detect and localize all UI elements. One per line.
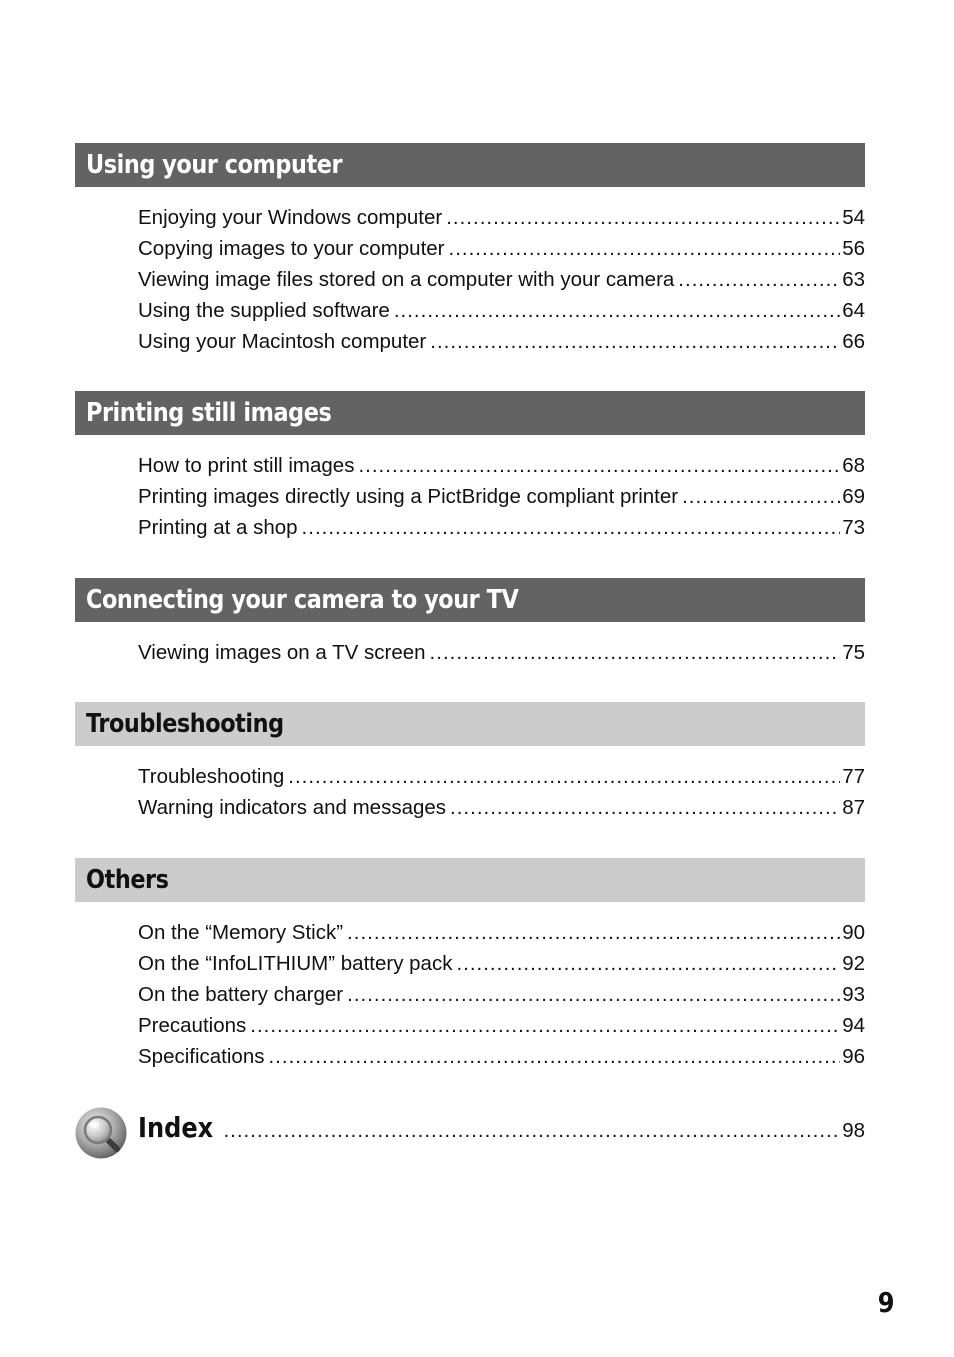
entry-label: How to print still images xyxy=(138,454,355,477)
entry-label: Precautions xyxy=(138,1014,247,1037)
leader-dots xyxy=(682,481,840,512)
leader-dots xyxy=(456,948,840,979)
toc-entry[interactable] xyxy=(138,637,865,668)
entry-page: 68 xyxy=(842,454,865,477)
toc-entries xyxy=(138,202,865,357)
leader-dots xyxy=(394,295,840,326)
entry-page: 96 xyxy=(842,1045,865,1068)
section-header: Troubleshooting xyxy=(75,702,865,746)
entry-page: 66 xyxy=(842,330,865,353)
section-header: Connecting your camera to your TV xyxy=(75,578,865,622)
toc-entry[interactable] xyxy=(138,202,865,233)
section-connecting-camera-to-tv xyxy=(75,578,865,668)
entry-page: 92 xyxy=(842,952,865,975)
entry-label: Specifications xyxy=(138,1045,265,1068)
entry-label: Printing at a shop xyxy=(138,516,298,539)
leader-dots xyxy=(450,792,840,823)
entry-page: 56 xyxy=(842,237,865,260)
entry-label: On the “Memory Stick” xyxy=(138,921,344,944)
toc-entry[interactable] xyxy=(138,326,865,357)
toc-entries xyxy=(138,450,865,543)
toc-entry[interactable] xyxy=(138,917,865,948)
entry-page: 75 xyxy=(842,641,865,664)
toc-entry[interactable] xyxy=(138,761,865,792)
magnifier-icon xyxy=(75,1107,127,1159)
index-page: 98 xyxy=(842,1119,865,1142)
section-troubleshooting xyxy=(75,702,865,823)
entry-page: 73 xyxy=(842,516,865,539)
toc-entries xyxy=(138,637,865,668)
section-others xyxy=(75,858,865,1072)
toc-entry[interactable] xyxy=(138,450,865,481)
entry-label: Using your Macintosh computer xyxy=(138,330,427,353)
index-label: Index xyxy=(138,1111,214,1144)
leader-dots xyxy=(223,1119,840,1143)
leader-dots xyxy=(430,326,840,357)
toc-entry[interactable] xyxy=(138,1041,865,1072)
leader-dots xyxy=(347,979,840,1010)
toc-entry[interactable] xyxy=(138,979,865,1010)
entry-page: 64 xyxy=(842,299,865,322)
toc-entry[interactable] xyxy=(138,948,865,979)
section-header: Printing still images xyxy=(75,391,865,435)
entry-page: 94 xyxy=(842,1014,865,1037)
index-entry[interactable] xyxy=(75,1105,865,1161)
entry-label: Using the supplied software xyxy=(138,299,390,322)
entry-label: Enjoying your Windows computer xyxy=(138,206,443,229)
entry-label: On the “InfoLITHIUM” battery pack xyxy=(138,952,453,975)
section-using-your-computer xyxy=(75,143,865,357)
leader-dots xyxy=(268,1041,840,1072)
leader-dots xyxy=(446,202,840,233)
section-printing-still-images xyxy=(75,391,865,543)
entry-label: On the battery charger xyxy=(138,983,344,1006)
toc-entry[interactable] xyxy=(138,295,865,326)
entry-label: Viewing image files stored on a computer with your camera xyxy=(138,268,675,291)
leader-dots xyxy=(430,637,841,668)
entry-label: Printing images directly using a PictBridge compliant printer xyxy=(138,485,679,508)
toc-entry[interactable] xyxy=(138,481,865,512)
leader-dots xyxy=(250,1010,840,1041)
leader-dots xyxy=(302,512,841,543)
entry-page: 54 xyxy=(842,206,865,229)
leader-dots xyxy=(358,450,840,481)
toc-entry[interactable] xyxy=(138,792,865,823)
entry-page: 69 xyxy=(842,485,865,508)
entry-page: 90 xyxy=(842,921,865,944)
entry-label: Troubleshooting xyxy=(138,765,285,788)
entry-page: 63 xyxy=(842,268,865,291)
toc-entry[interactable] xyxy=(138,1010,865,1041)
toc-entry[interactable] xyxy=(138,233,865,264)
entry-label: Warning indicators and messages xyxy=(138,796,447,819)
entry-label: Copying images to your computer xyxy=(138,237,445,260)
toc-entry[interactable] xyxy=(138,512,865,543)
toc-entries xyxy=(138,917,865,1072)
entry-page: 93 xyxy=(842,983,865,1006)
leader-dots xyxy=(449,233,841,264)
leader-dots xyxy=(678,264,840,295)
section-header: Using your computer xyxy=(75,143,865,187)
section-header: Others xyxy=(75,858,865,902)
index-line xyxy=(138,1111,865,1144)
page-number: 9 xyxy=(877,1286,894,1319)
leader-dots xyxy=(347,917,840,948)
toc-entries xyxy=(138,761,865,823)
leader-dots xyxy=(288,761,840,792)
toc-entry[interactable] xyxy=(138,264,865,295)
entry-page: 87 xyxy=(842,796,865,819)
entry-page: 77 xyxy=(842,765,865,788)
entry-label: Viewing images on a TV screen xyxy=(138,641,426,664)
